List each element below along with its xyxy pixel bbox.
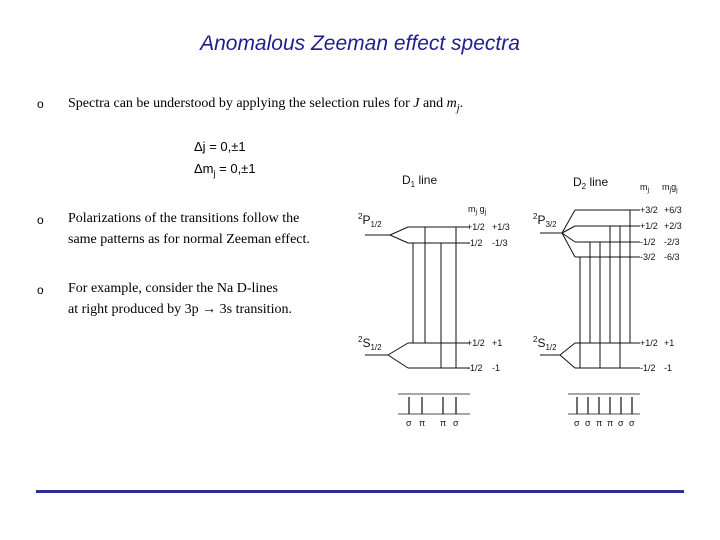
d2-pol-label: σ (618, 418, 624, 428)
d2-pol-label: π (607, 418, 614, 428)
d2-upper-mj: +3/2 (640, 205, 658, 215)
d2-pol-label: σ (585, 418, 591, 428)
bullet-marker: o (37, 213, 44, 227)
d1-lower-mj: +1/2 (467, 338, 485, 348)
d1-lower-mjgj: +1 (492, 338, 503, 348)
d2-transitions (580, 210, 630, 368)
delta-mj-rule: $\Delta m_j = 0,\pm 1$ (194, 161, 256, 179)
bullet-2-line-1: Polarizations of the transitions follow the (68, 211, 300, 226)
d1-pol-label: σ (406, 418, 412, 428)
d1-pol-label: π (440, 418, 447, 428)
d1-upper-mjgj: -1/3 (492, 238, 508, 248)
footer-divider (36, 490, 684, 493)
bullet-1-and: and (422, 96, 444, 111)
d2-spectrum (577, 397, 632, 414)
bullet-3-line-2: at right produced by 3p → 3s transition. (68, 302, 292, 317)
d1-lower-term: $^2S_{1/2}$ (358, 335, 382, 352)
d1-spectrum (409, 397, 456, 414)
d2-lower-mj: -1/2 (640, 363, 656, 373)
bullet-1-text: Spectra can be understood by applying the selection rules for J and $m_j$. (68, 96, 464, 114)
d2-upper-mjgj: +2/3 (664, 221, 682, 231)
d2-upper-term: $^2P_{3/2}$ (533, 212, 557, 229)
d2-upper-mjgj: +6/3 (664, 205, 682, 215)
d2-upper-mjgj: -2/3 (664, 237, 680, 247)
bullet-1-line: Spectra can be understood by applying the selection rules for (68, 96, 410, 111)
slide-title: Anomalous Zeeman effect spectra (200, 32, 520, 55)
bullet-2-line-2: same patterns as for normal Zeeman effect. (68, 232, 310, 247)
d1-upper-mjgj: +1/3 (492, 222, 510, 232)
d1-pol-label: π (419, 418, 426, 428)
d1-transitions (413, 227, 456, 368)
bullet-marker: o (37, 97, 44, 111)
d2-pol-label: σ (629, 418, 635, 428)
d1-upper-mj: +1/2 (467, 222, 485, 232)
d2-upper-mjgj: -6/3 (664, 252, 680, 262)
d1-pol-label: σ (453, 418, 459, 428)
d2-upper-mj: -3/2 (640, 252, 656, 262)
delta-j-rule: Δj = 0,±1 (194, 139, 246, 154)
d2-lower-mjgj: +1 (664, 338, 675, 348)
d2-heading: $D_2$ line (573, 175, 609, 191)
d1-upper-mj: -1/2 (467, 238, 483, 248)
bullet-marker: o (37, 283, 44, 297)
d1-lower-mjgj: -1 (492, 363, 501, 373)
d2-upper-mj: -1/2 (640, 237, 656, 247)
d2-upper-mj: +1/2 (640, 221, 658, 231)
d2-lower-mjgj: -1 (664, 363, 673, 373)
d2-lower-term: $^2S_{1/2}$ (533, 335, 557, 352)
d2-lower-mj: +1/2 (640, 338, 658, 348)
d1-lower-mj: -1/2 (467, 363, 483, 373)
d2-pol-label: σ (574, 418, 580, 428)
bullet-1-j: J (413, 96, 420, 111)
bullet-1-m: $m_j$ (446, 96, 460, 114)
d2-col-header-mjgj: $m_jg_j$ (662, 182, 678, 194)
d1-upper-term: $^2P_{1/2}$ (358, 212, 382, 229)
d2-pol-label: π (596, 418, 603, 428)
d2-col-header-mj: $m_j$ (640, 182, 650, 194)
d1-col-header: $m_j$ $g_j$ (468, 204, 487, 216)
d1-heading: $D_1$ line (402, 173, 438, 189)
bullet-3-line-1: For example, consider the Na D-lines (68, 281, 278, 296)
